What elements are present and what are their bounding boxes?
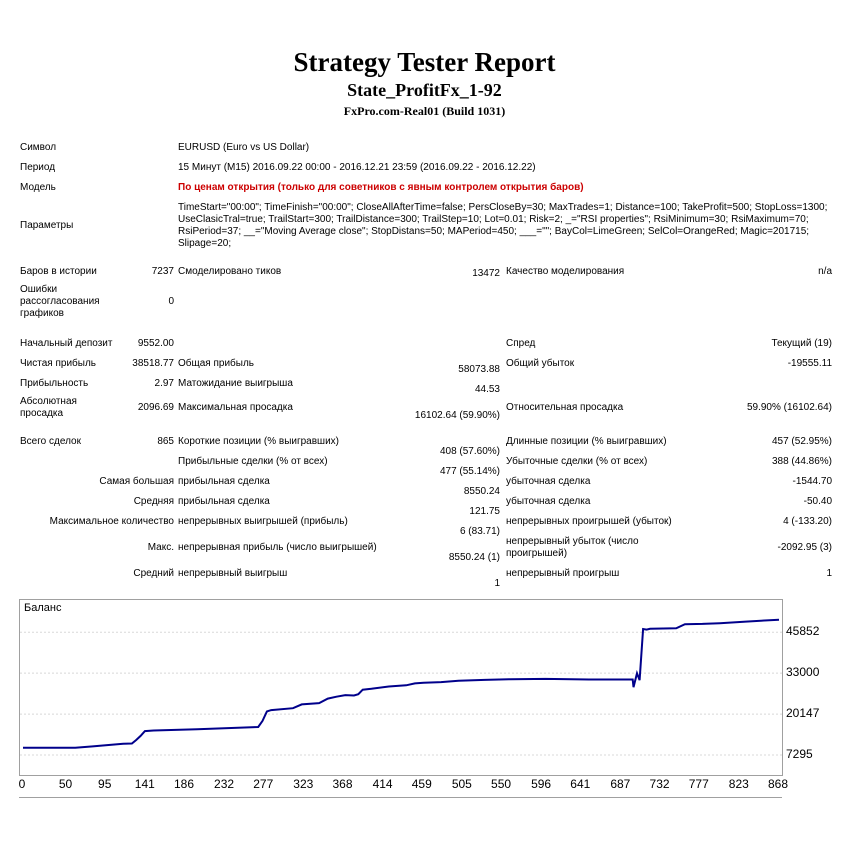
long-value: 457 (52.95%) [771,436,833,447]
average-profit-value: 121.75 [469,506,500,517]
x-tick-label: 459 [411,777,432,791]
maxcons-losses-label: непрерывных проигрышей (убыток) [506,516,672,527]
x-tick-label: 505 [451,777,472,791]
ticks-value: 13472 [472,268,500,279]
pf-value: 2.97 [154,378,174,389]
x-tick-label: 550 [491,777,512,791]
ticks-label: Смоделировано тиков [178,266,282,277]
y-tick-label: 20147 [786,706,820,721]
params-value: TimeStart="00:00"; TimeFinish="00:00"; CloseAllAfterTime=false; PersCloseBy=30; MaxTrades=1; Distance=100; TakeProfit=500; StopLoss=1300; UseClasicTral=true; TrailStart=300; TrailDistance=300; TrailStep=10; Lot=0.01; Risk=2; _="RSI properties"; RsiMinimum=30; RsiMaximum=70; RsiPeriod=37; __="Moving Average close"; StopDistans=50; MAPeriod=450; ___=""; BayCol=LimeGreen; SelCol=OrangeRed; Magic=201715; Slipage=20; [178,202,828,249]
quality-value: n/a [818,266,833,277]
x-tick-label: 414 [372,777,393,791]
average-label: Средняя [133,496,174,507]
y-tick-label: 45852 [786,624,820,639]
server-build: FxPro.com-Real01 (Build 1031) [343,104,506,118]
balance-line [23,620,779,748]
expert-name: State_ProfitFx_1-92 [347,80,502,100]
params-label: Параметры [20,220,74,231]
spread-value: Текущий (19) [771,338,833,349]
y-tick-label: 7295 [786,746,813,761]
netprofit-value: 38518.77 [132,358,174,369]
x-tick-label: 50 [58,777,73,791]
x-tick-label: 687 [610,777,631,791]
expect-value: 44.53 [474,384,500,395]
average-loss-value: -50.40 [803,496,833,507]
errors-label: Ошибки рассогласования графиков [20,284,100,319]
bars-label: Баров в истории [20,266,97,277]
x-tick-label: 186 [173,777,195,791]
short-label: Короткие позиции (% выигравших) [178,436,339,447]
profit-trades-value: 477 (55.14%) [439,466,500,477]
trades-value: 865 [157,436,174,447]
deposit-label: Начальный депозит [20,338,113,349]
bars-value: 7237 [151,266,174,277]
absdd-label: Абсолютная просадка [20,396,77,419]
maxcount-label: Максимальное количество [49,516,174,527]
x-tick-label: 777 [688,777,709,791]
largest-loss-label: убыточная сделка [506,476,591,487]
period-label: Период [20,162,56,173]
loss-trades-label: Убыточные сделки (% от всех) [506,456,648,467]
reldd-value: 59.90% (16102.64) [746,402,833,413]
x-tick-label: 277 [253,777,274,791]
expect-label: Матожидание выигрыша [178,378,293,389]
x-tick-label: 323 [293,777,314,791]
short-value: 408 (57.60%) [439,446,500,457]
x-tick-label: 368 [332,777,353,791]
avgwin-label: непрерывный выигрыш [178,568,288,579]
largest-profit-label: прибыльная сделка [178,476,270,487]
maxcons-losses-value: 4 (-133.20) [783,516,833,527]
grossprofit-value: 58073.88 [458,364,500,375]
symbol-label: Символ [20,142,57,153]
grossloss-label: Общий убыток [506,358,575,369]
max-label: Макс. [147,542,174,553]
avg-label: Средний [133,568,174,579]
profit-trades-label: Прибыльные сделки (% от всех) [178,456,328,467]
x-tick-label: 0 [18,777,26,791]
x-tick-label: 141 [134,777,155,791]
trades-label: Всего сделок [20,436,81,447]
absdd-value: 2096.69 [137,402,174,413]
maxloss-value: -2092.95 (3) [777,542,833,553]
maxdd-value: 16102.64 (59.90%) [414,410,500,421]
x-tick-label: 232 [214,777,235,791]
pf-label: Прибыльность [20,378,89,389]
avgwin-value: 1 [494,578,500,589]
report-title: Strategy Tester Report [293,47,556,77]
deposit-value: 9552.00 [137,338,174,349]
maxprofit-value: 8550.24 (1) [448,552,500,563]
reldd-label: Относительная просадка [506,402,624,413]
x-tick-label: 823 [728,777,749,791]
maxdd-label: Максимальная просадка [178,402,293,413]
largest-loss-value: -1544.70 [792,476,833,487]
chart-title: Баланс [24,602,62,614]
model-label: Модель [20,182,56,193]
maxcons-wins-value: 6 (83.71) [459,526,500,537]
spread-label: Спред [506,338,536,349]
symbol-value: EURUSD (Euro vs US Dollar) [178,142,310,153]
maxprofit-label: непрерывная прибыль (число выигрышей) [178,542,377,553]
model-value: По ценам открытия (только для советников с явным контролем открытия баров) [178,182,584,193]
quality-label: Качество моделирования [506,266,625,277]
x-tick-label: 732 [649,777,670,791]
avgloss-value: 1 [826,568,833,579]
divider [19,797,782,798]
maxcons-wins-label: непрерывных выигрышей (прибыль) [178,516,348,527]
netprofit-label: Чистая прибыль [20,358,96,369]
period-value: 15 Минут (M15) 2016.09.22 00:00 - 2016.12.21 23:59 (2016.09.22 - 2016.12.22) [178,162,536,173]
maxloss-label: непрерывный убыток (число проигрышей) [506,536,639,559]
balance-chart [19,599,783,776]
avgloss-label: непрерывный проигрыш [506,568,620,579]
x-tick-label: 95 [98,777,112,791]
x-tick-label: 596 [531,777,552,791]
grossloss-value: -19555.11 [787,358,833,369]
largest-profit-value: 8550.24 [463,486,500,497]
average-loss-label: убыточная сделка [506,496,591,507]
grossprofit-label: Общая прибыль [178,358,255,369]
x-tick-label: 868 [767,777,789,791]
long-label: Длинные позиции (% выигравших) [506,436,667,447]
report-table [18,138,834,584]
average-profit-label: прибыльная сделка [178,496,270,507]
loss-trades-value: 388 (44.86%) [771,456,833,467]
y-tick-label: 33000 [786,665,820,680]
errors-value: 0 [168,296,174,307]
largest-label: Самая большая [99,476,174,487]
x-tick-label: 641 [570,777,591,791]
chart-grid [20,632,782,755]
